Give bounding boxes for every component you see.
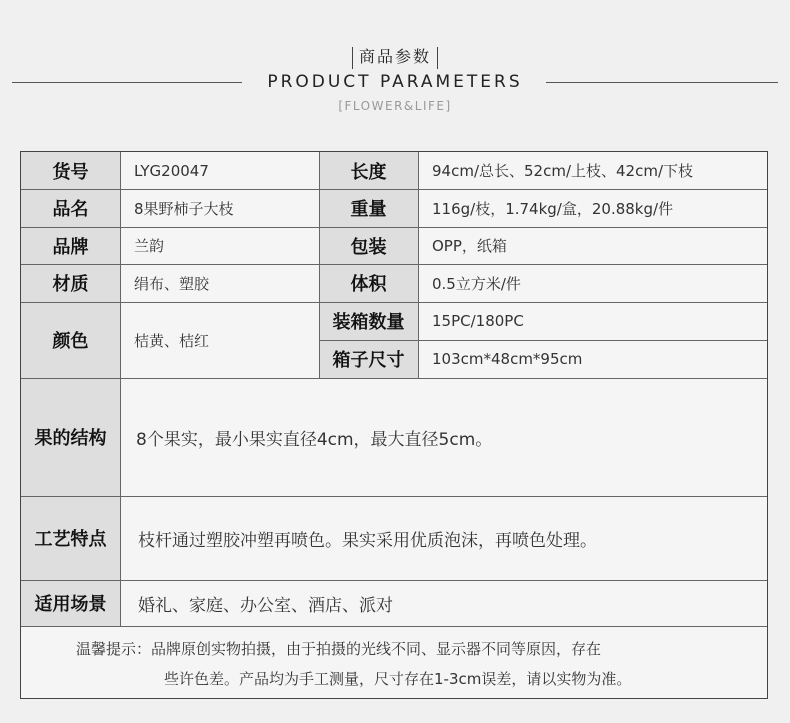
grid-line bbox=[120, 152, 121, 626]
header-rule-right bbox=[546, 82, 778, 83]
value-color: 桔黄、桔红 bbox=[134, 331, 210, 350]
value-fruit-structure: 8个果实，最小果实直径4cm，最大直径5cm。 bbox=[136, 429, 493, 450]
section-title-cn bbox=[0, 44, 790, 69]
value-name: 8果野柿子大枝 bbox=[134, 199, 234, 218]
label-box-qty: 装箱数量 bbox=[319, 302, 418, 340]
value-brand: 兰韵 bbox=[134, 237, 165, 255]
label-weight: 重量 bbox=[319, 189, 418, 227]
parameter-table bbox=[20, 151, 768, 699]
label-fruit-structure: 果的结构 bbox=[21, 378, 120, 496]
title-divider bbox=[352, 47, 353, 69]
value-craft: 枝杆通过塑胶冲塑再喷色。果实采用优质泡沫，再喷色处理。 bbox=[138, 530, 597, 551]
grid-line bbox=[21, 264, 767, 265]
label-craft: 工艺特点 bbox=[21, 496, 120, 580]
label-material: 材质 bbox=[21, 264, 120, 302]
notice-box bbox=[21, 626, 767, 700]
title-divider bbox=[437, 47, 438, 69]
section-title-en: PRODUCT PARAMETERS bbox=[267, 72, 523, 92]
label-brand: 品牌 bbox=[21, 227, 120, 264]
grid-line bbox=[21, 580, 767, 581]
value-box-size: 103cm*48cm*95cm bbox=[432, 350, 583, 368]
notice-line-1: 温馨提示：品牌原创实物拍摄，由于拍摄的光线不同、显示器不同等原因，存在 bbox=[76, 640, 602, 658]
label-scenes: 适用场景 bbox=[21, 580, 120, 626]
grid-line bbox=[21, 496, 767, 497]
label-packing: 包装 bbox=[319, 227, 418, 264]
label-box-size: 箱子尺寸 bbox=[319, 340, 418, 378]
grid-line bbox=[21, 189, 767, 190]
value-material: 绢布、塑胶 bbox=[134, 274, 210, 293]
label-name: 品名 bbox=[21, 189, 120, 227]
value-scenes: 婚礼、家庭、办公室、酒店、派对 bbox=[138, 595, 393, 616]
grid-line bbox=[418, 152, 419, 378]
section-subtitle: [FLOWER&LIFE] bbox=[338, 99, 452, 113]
grid-line bbox=[319, 152, 320, 378]
value-weight: 116g/枝，1.74kg/盒，20.88kg/件 bbox=[432, 199, 674, 218]
grid-line bbox=[21, 227, 767, 228]
label-item-no: 货号 bbox=[21, 152, 120, 189]
title-cn-text: 商品参数 bbox=[358, 47, 431, 66]
label-volume: 体积 bbox=[319, 264, 418, 302]
value-packing: OPP，纸箱 bbox=[432, 237, 507, 255]
value-box-qty: 15PC/180PC bbox=[432, 312, 524, 330]
value-volume: 0.5立方米/件 bbox=[432, 274, 521, 293]
grid-line bbox=[319, 340, 767, 341]
label-color: 颜色 bbox=[21, 302, 120, 378]
value-length: 94cm/总长、52cm/上枝、42cm/下枝 bbox=[432, 162, 693, 180]
notice-line-2: 些许色差。产品均为手工测量，尺寸存在1-3cm误差，请以实物为准。 bbox=[164, 670, 632, 688]
grid-line bbox=[21, 378, 767, 379]
grid-line bbox=[21, 302, 767, 303]
label-length: 长度 bbox=[319, 152, 418, 189]
section-header bbox=[0, 0, 790, 150]
value-item-no: LYG20047 bbox=[134, 161, 209, 180]
